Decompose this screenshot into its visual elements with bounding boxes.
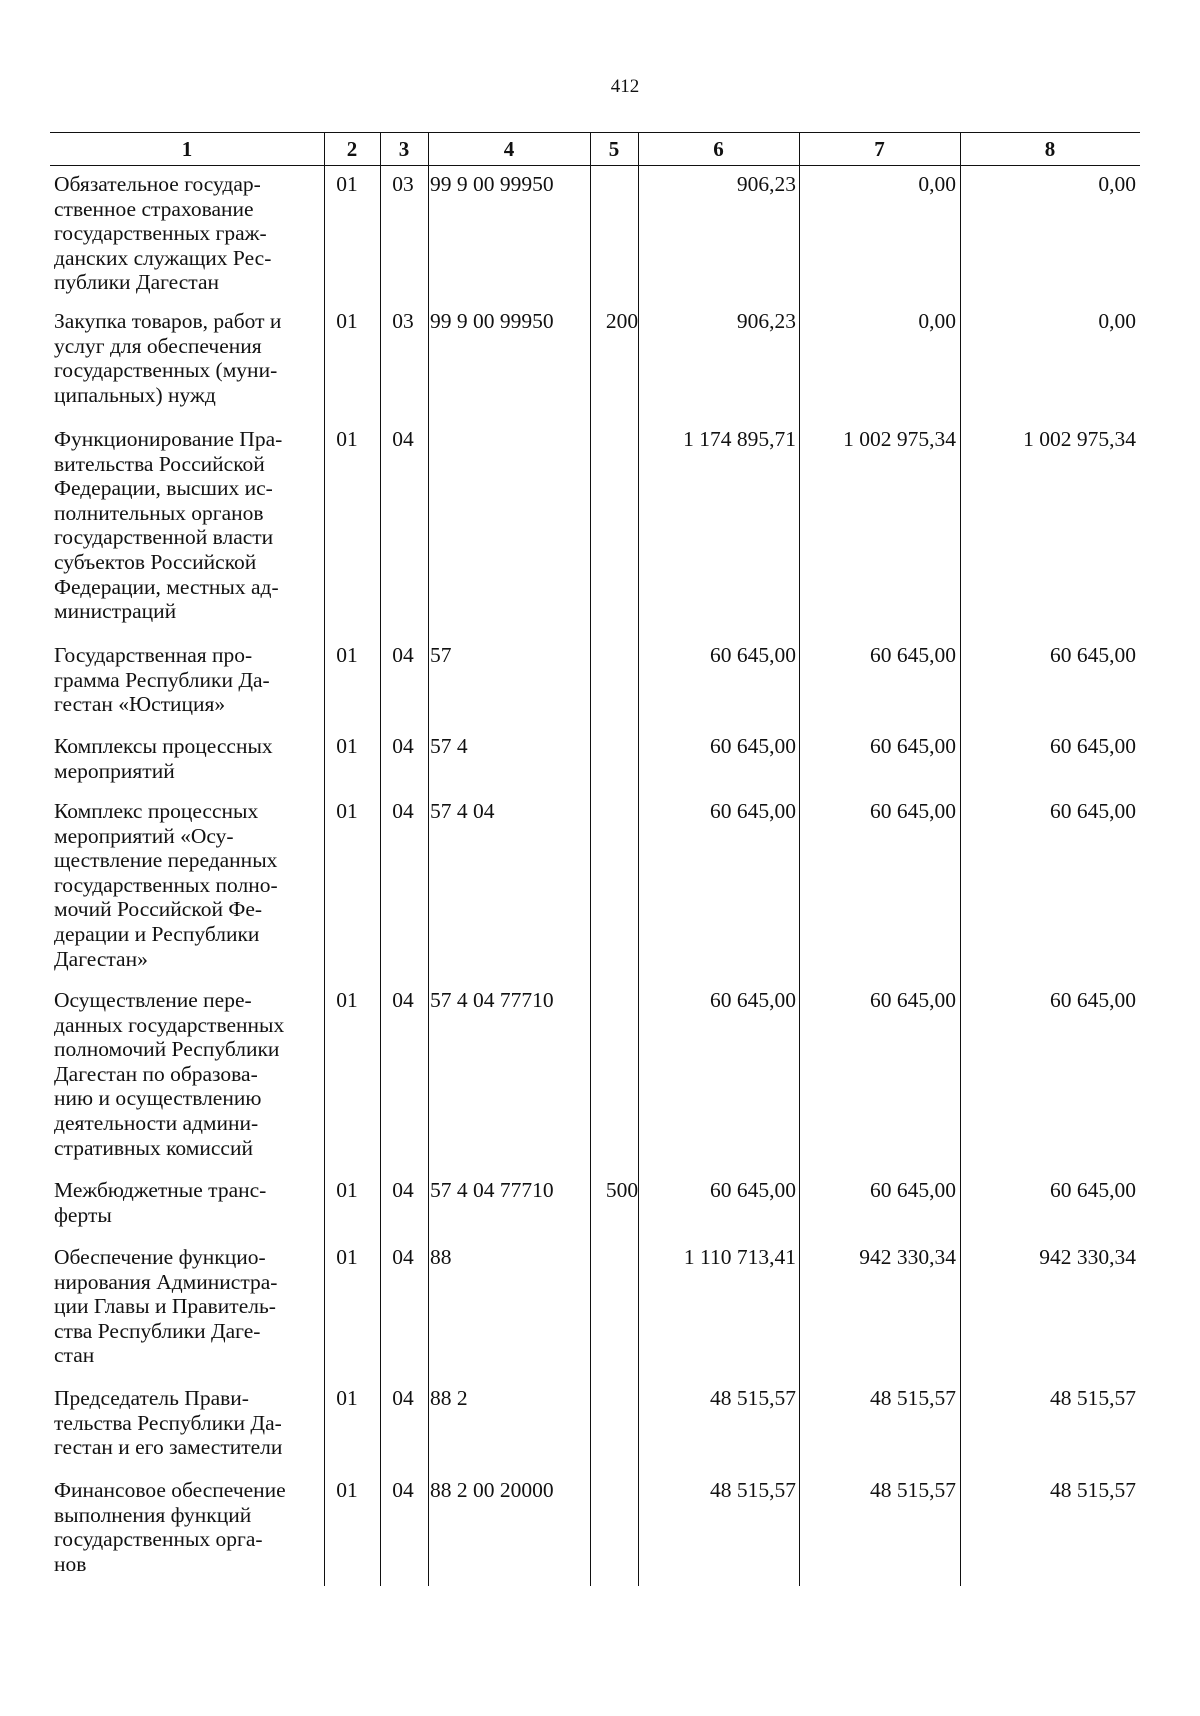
row-col-7: 0,00	[918, 172, 956, 196]
row-col-3: 04	[392, 643, 414, 667]
row-name: Обязательное государ- ственное страхование государственных граж- данских служащих Рес- публики Дагестан	[54, 172, 272, 295]
row-name: Обеспечение функцио- нирования Администра- ции Главы и Правитель- ства Республики Даге- стан	[54, 1245, 278, 1368]
row-col-4: 88	[430, 1245, 452, 1269]
row-col-6: 906,23	[736, 172, 796, 196]
row-col-3: 04	[392, 734, 414, 758]
column-header: 7	[874, 137, 885, 161]
row-col-4: 88 2	[430, 1386, 468, 1410]
column-header: 8	[1044, 137, 1056, 161]
row-col-2: 01	[336, 988, 358, 1012]
row-col-8: 942 330,34	[1039, 1245, 1136, 1269]
row-col-3: 04	[392, 1178, 414, 1202]
row-name: Межбюджетные транс- ферты	[54, 1178, 267, 1227]
row-col-8: 60 645,00	[1050, 734, 1136, 758]
row-col-2: 01	[336, 172, 358, 196]
row-col-6: 60 645,00	[710, 1178, 796, 1202]
row-col-3: 03	[392, 309, 414, 333]
row-col-8: 0,00	[1098, 309, 1136, 333]
row-name: Председатель Прави- тельства Республики Да- гестан и его заместители	[54, 1386, 283, 1460]
row-col-6: 60 645,00	[710, 799, 796, 823]
column-header: 3	[398, 137, 410, 161]
row-col-8: 48 515,57	[1050, 1478, 1136, 1502]
column-divider	[428, 132, 429, 1586]
row-col-7: 60 645,00	[870, 734, 956, 758]
row-col-7: 48 515,57	[870, 1386, 956, 1410]
row-col-2: 01	[336, 1478, 358, 1502]
row-col-3: 04	[392, 988, 414, 1012]
column-divider	[638, 132, 639, 1586]
column-header: 1	[181, 137, 193, 161]
row-name: Комплекс процессных мероприятий «Осу- ществление переданных государственных полно- мочий Российской Фе- дерации и Республики Дагестан»	[54, 799, 278, 971]
column-divider	[590, 132, 591, 1586]
row-col-6: 60 645,00	[710, 734, 796, 758]
row-name: Закупка товаров, работ и услуг для обеспечения государственных (муни- ципальных) нужд	[54, 309, 282, 407]
column-divider	[960, 132, 961, 1586]
row-col-4: 57 4 04	[430, 799, 495, 823]
row-col-4: 57 4 04 77710	[430, 988, 554, 1012]
row-col-6: 906,23	[736, 309, 796, 333]
row-col-8: 60 645,00	[1050, 988, 1136, 1012]
row-col-7: 60 645,00	[870, 643, 956, 667]
row-col-3: 04	[392, 1245, 414, 1269]
row-col-2: 01	[336, 643, 358, 667]
row-col-7: 60 645,00	[870, 799, 956, 823]
row-col-7: 0,00	[918, 309, 956, 333]
row-col-7: 60 645,00	[870, 1178, 956, 1202]
row-col-6: 60 645,00	[710, 643, 796, 667]
row-col-6: 48 515,57	[710, 1386, 796, 1410]
row-col-4: 88 2 00 20000	[430, 1478, 554, 1502]
header-bottom-border	[50, 165, 1140, 166]
row-name: Функционирование Пра- вительства Российской Федерации, высших ис- полнительных органов государственной власти субъектов Российской Федерации, местных ад- министраций	[54, 427, 283, 624]
row-col-3: 04	[392, 1386, 414, 1410]
row-col-6: 60 645,00	[710, 988, 796, 1012]
row-col-6: 48 515,57	[710, 1478, 796, 1502]
column-header: 5	[608, 137, 620, 161]
row-col-6: 1 174 895,71	[683, 427, 796, 451]
row-col-7: 48 515,57	[870, 1478, 956, 1502]
row-col-4: 57 4 04 77710	[430, 1178, 554, 1202]
row-col-3: 04	[392, 427, 414, 451]
column-divider	[380, 132, 381, 1586]
row-name: Осуществление пере- данных государственных полномочий Республики Дагестан по образова- нию и осуществлению деятельности админи- стративных комиссий	[54, 988, 285, 1160]
row-col-2: 01	[336, 734, 358, 758]
row-col-2: 01	[336, 309, 358, 333]
row-name: Финансовое обеспечение выполнения функций государственных орга- нов	[54, 1478, 286, 1576]
row-col-5: 200	[605, 309, 639, 333]
row-col-2: 01	[336, 427, 358, 451]
row-name: Комплексы процессных мероприятий	[54, 734, 273, 783]
row-col-8: 60 645,00	[1050, 643, 1136, 667]
row-col-8: 1 002 975,34	[1023, 427, 1136, 451]
row-col-7: 1 002 975,34	[843, 427, 956, 451]
row-col-4: 57	[430, 643, 452, 667]
row-col-8: 0,00	[1098, 172, 1136, 196]
row-col-4: 57 4	[430, 734, 468, 758]
column-header: 6	[713, 137, 724, 161]
row-col-7: 942 330,34	[859, 1245, 956, 1269]
row-col-8: 60 645,00	[1050, 1178, 1136, 1202]
row-col-2: 01	[336, 1245, 358, 1269]
row-col-2: 01	[336, 799, 358, 823]
column-divider	[799, 132, 800, 1586]
row-col-3: 04	[392, 1478, 414, 1502]
table-top-border	[50, 132, 1140, 133]
row-col-3: 03	[392, 172, 414, 196]
row-col-2: 01	[336, 1386, 358, 1410]
row-col-8: 60 645,00	[1050, 799, 1136, 823]
row-name: Государственная про- грамма Республики Да- гестан «Юстиция»	[54, 643, 270, 717]
row-col-4: 99 9 00 99950	[430, 309, 554, 333]
column-divider	[324, 132, 325, 1586]
row-col-8: 48 515,57	[1050, 1386, 1136, 1410]
row-col-4: 99 9 00 99950	[430, 172, 554, 196]
row-col-7: 60 645,00	[870, 988, 956, 1012]
row-col-3: 04	[392, 799, 414, 823]
column-header: 2	[346, 137, 358, 161]
row-col-5: 500	[605, 1178, 639, 1202]
page-number: 412	[610, 76, 640, 97]
row-col-2: 01	[336, 1178, 358, 1202]
row-col-6: 1 110 713,41	[683, 1245, 796, 1269]
column-header: 4	[503, 137, 515, 161]
